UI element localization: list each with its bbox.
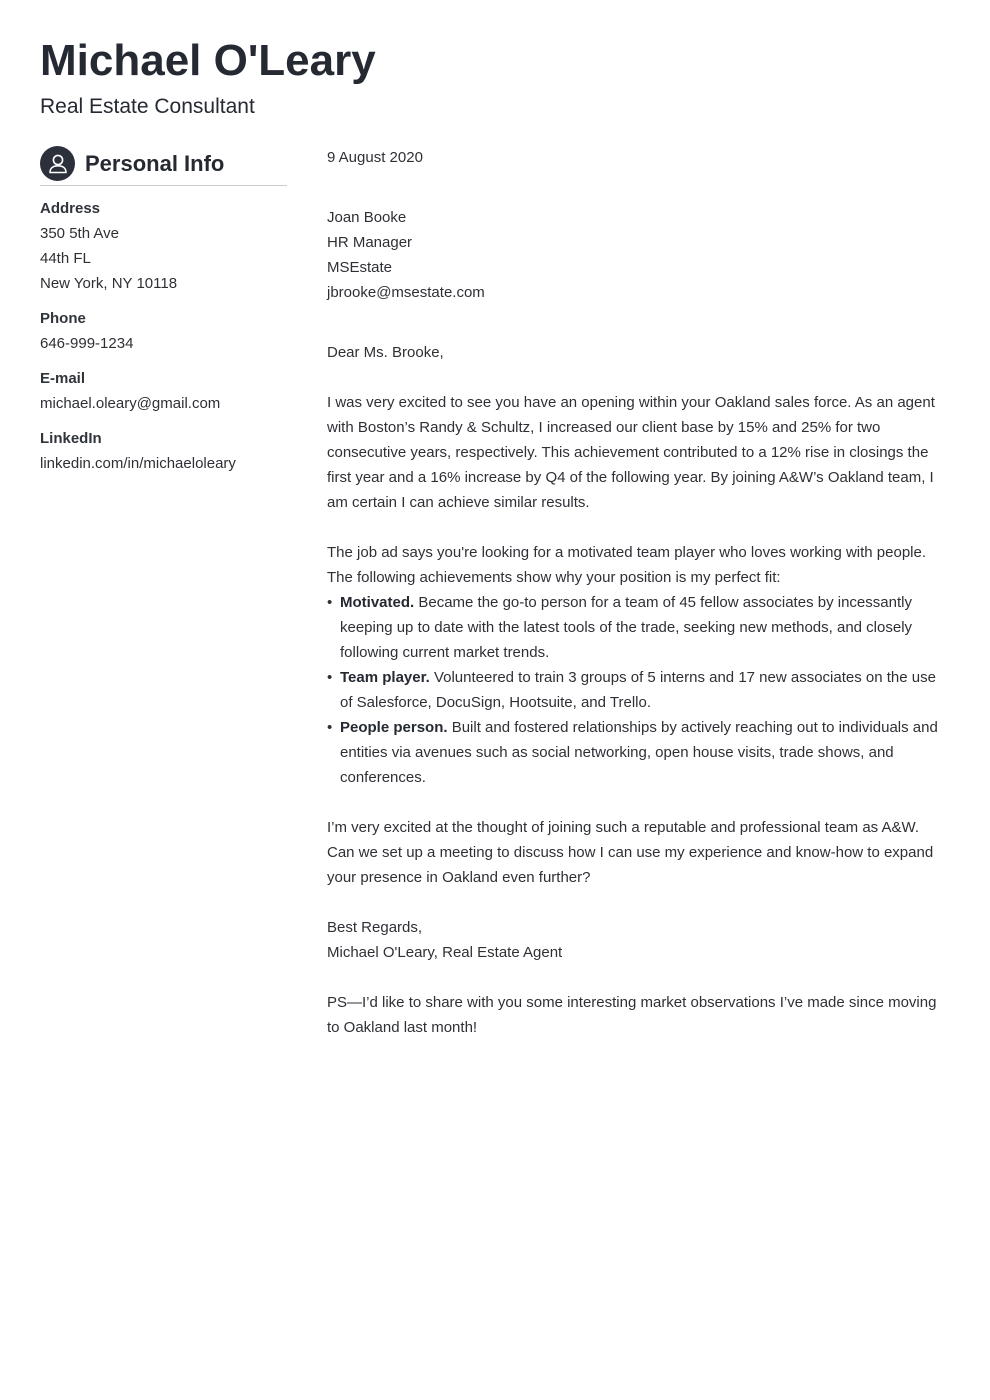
list-item	[327, 715, 942, 790]
list-item	[327, 665, 942, 715]
paragraph-intro: I was very excited to see you have an opening within your Oakland sales force. As an agent with Boston’s Randy & Schultz, I increased our client base by 15% and 25% for two consecutive years, respectively. This achievement contributed to a 12% rise in closings the first year and a 16% increase by Q4 of the following year. By joining A&W’s Oakland team, I am certain I can achieve similar results.	[327, 394, 935, 511]
email-value: michael.oleary@gmail.com	[40, 395, 221, 412]
linkedin-block	[40, 429, 287, 476]
applicant-job-title: Real Estate Consultant	[40, 95, 255, 118]
recipient-company: MSEstate	[327, 259, 393, 276]
postscript: PS—I’d like to share with you some interesting market observations I’ve made since moving to Oakland last month!	[327, 994, 937, 1036]
achievements-list	[327, 590, 942, 790]
list-item	[327, 590, 942, 665]
personal-info-title: Personal Info	[85, 150, 225, 176]
paragraph-closing: I’m very excited at the thought of joining such a reputable and professional team as A&W. Can we set up a meeting to discuss how I can use my experience and know-how to expand your presence in Oakland even further?	[327, 819, 934, 886]
address-line: New York, NY 10118	[40, 275, 178, 292]
signature: Michael O'Leary, Real Estate Agent	[327, 944, 563, 961]
salutation: Dear Ms. Brooke,	[327, 344, 444, 361]
bullet-heading: Motivated.	[340, 594, 415, 611]
phone-label: Phone	[40, 310, 86, 327]
bullet-text: Built and fostered relationships by actively reaching out to individuals and entities via avenues such as social networking, open house visits, trade shows, and conferences.	[340, 719, 938, 786]
bullet-heading: People person.	[340, 719, 448, 736]
address-label: Address	[40, 200, 101, 217]
bullet-text: Became the go-to person for a team of 45 fellow associates by incessantly keeping up to date with the latest tools of the trade, seeking new methods, and closely following current market trends.	[340, 594, 913, 661]
letter-date: 9 August 2020	[327, 149, 423, 166]
address-block	[40, 199, 287, 296]
recipient-title: HR Manager	[327, 234, 413, 251]
recipient-block	[327, 205, 942, 305]
sign-off-block	[327, 915, 942, 965]
phone-block	[40, 309, 287, 356]
linkedin-value: linkedin.com/in/michaeloleary	[40, 455, 236, 472]
paragraph-achievements-intro: The job ad says you're looking for a motivated team player who loves working with people. The following achievements show why your position is my perfect fit:	[327, 544, 927, 586]
person-icon	[40, 146, 75, 181]
recipient-name: Joan Booke	[327, 209, 407, 226]
bullet-text: Volunteered to train 3 groups of 5 interns and 17 new associates on the use of Salesforce, DocuSign, Hootsuite, and Trello.	[340, 669, 936, 711]
linkedin-label: LinkedIn	[40, 430, 102, 447]
applicant-name: Michael O'Leary	[40, 36, 376, 85]
letter-body	[327, 145, 942, 1040]
phone-value: 646-999-1234	[40, 335, 134, 352]
bullet-heading: Team player.	[340, 669, 430, 686]
email-block	[40, 369, 287, 416]
closing-phrase: Best Regards,	[327, 919, 423, 936]
recipient-email: jbrooke@msestate.com	[327, 284, 485, 301]
personal-info-sidebar	[40, 146, 287, 476]
personal-info-header	[40, 146, 287, 186]
address-line: 44th FL	[40, 250, 91, 267]
address-line: 350 5th Ave	[40, 225, 119, 242]
email-label: E-mail	[40, 370, 86, 387]
